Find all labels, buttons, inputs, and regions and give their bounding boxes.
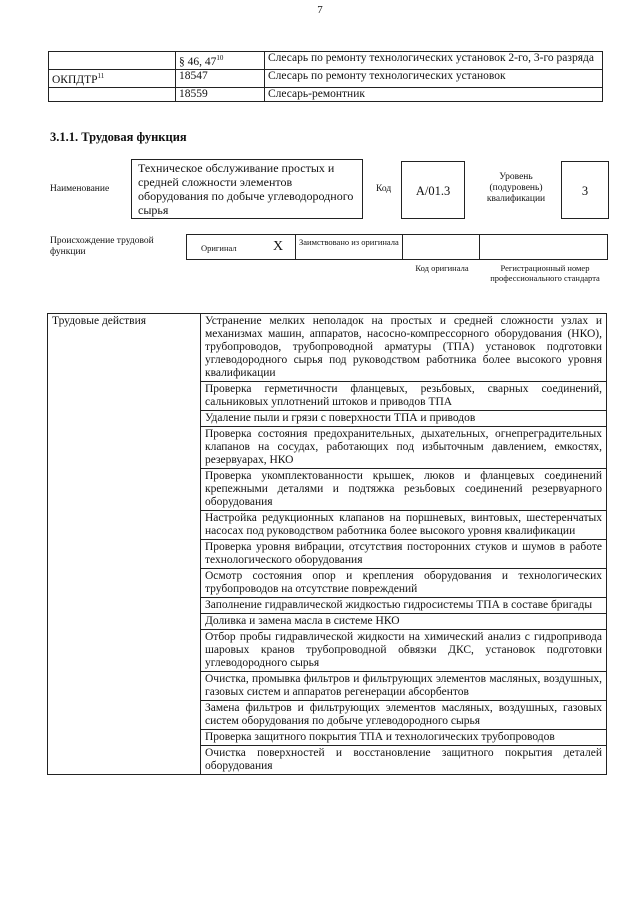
table-row xyxy=(48,314,607,382)
code-label: Код xyxy=(376,184,392,194)
function-code-box: А/01.3 xyxy=(401,161,465,219)
code-original-caption: Код оригинала xyxy=(415,263,469,273)
divider xyxy=(295,234,296,260)
table-row xyxy=(49,69,603,87)
action-item: Заполнение гидравлической жидкостью гидросистемы ТПА в составе бригады xyxy=(201,598,607,614)
name-label: Наименование xyxy=(50,184,110,194)
level-label: Уровень (подуровень) квалификации xyxy=(486,172,546,204)
number-cell: § 46, $47^{10}$ xyxy=(176,52,265,70)
regnum-caption: Регистрационный номер профессионального стандарта xyxy=(490,263,600,283)
action-item: Очистка поверхностей и восстановление защитного покрытия деталей оборудования xyxy=(201,746,607,775)
function-name-box: Техническое обслуживание простых и средней сложности элементов оборудования по добыче углеводородного сырья xyxy=(131,159,363,219)
original-label: Оригинал xyxy=(201,243,237,253)
origin-box xyxy=(186,234,608,260)
action-item: Замена фильтров и фильтрующих элементов масляных, воздушных, газовых систем оборудования по добыче углеводородного сырья xyxy=(201,701,607,730)
action-item: Проверка укомплектованности крышек, люков и фланцевых соединений крепежными деталями и подтяжка резьбовых соединений резервуарного оборудования xyxy=(201,469,607,511)
table-row xyxy=(49,52,603,70)
code-cell xyxy=(49,87,176,101)
number-cell: 18547 xyxy=(176,69,265,87)
table-row xyxy=(49,87,603,101)
name-cell: Слесарь по ремонту технологических установок 2-го, 3-го разряда xyxy=(265,52,603,70)
divider xyxy=(479,234,480,260)
original-mark: X xyxy=(273,239,284,254)
action-item: Проверка уровня вибрации, отсутствия посторонних стуков и шумов в работе технологического оборудования xyxy=(201,540,607,569)
action-item: Доливка и замена масла в системе НКО xyxy=(201,614,607,630)
number-cell: 18559 xyxy=(176,87,265,101)
action-item: Проверка состояния предохранительных, дыхательных, огнепреградительных клапанов на сосудах, работающих под избыточным давлением, емкостях, резервуарах, НКО xyxy=(201,427,607,469)
name-cell: Слесарь-ремонтник xyxy=(265,87,603,101)
action-item: Проверка герметичности фланцевых, резьбовых, сварных соединений, сальниковых уплотнений штоков и приводов ТПА xyxy=(201,382,607,411)
occupation-codes-table xyxy=(48,51,603,102)
page-number: 7 xyxy=(317,4,323,16)
labour-actions-table xyxy=(47,313,607,775)
name-cell: Слесарь по ремонту технологических установок xyxy=(265,69,603,87)
action-item: Удаление пыли и грязи с поверхности ТПА и приводов xyxy=(201,411,607,427)
code-cell: ОКПДТР$^{11}$ xyxy=(49,69,176,87)
action-item: Очистка, промывка фильтров и фильтрующих элементов масляных, воздушных, газовых систем и аппаратов регенерации абсорбентов xyxy=(201,672,607,701)
action-item: Отбор пробы гидравлической жидкости на химический анализ с гидропривода шаровых кранов трубопроводной обвязки ДКС, установок подготовки углеводородного сырья xyxy=(201,630,607,672)
level-value-box: 3 xyxy=(561,161,609,219)
action-item: Проверка защитного покрытия ТПА и технологических трубопроводов xyxy=(201,730,607,746)
actions-label: Трудовые действия xyxy=(48,314,201,775)
action-item: Настройка редукционных клапанов на поршневых, винтовых, шестеренчатых насосах под руководством работника более высокого уровня квалификации xyxy=(201,511,607,540)
divider xyxy=(402,234,403,260)
action-item: Устранение мелких неполадок на простых и средней сложности узлах и механизмах машин, аппаратов, насосно-компрессорного оборудования (НКО), трубопроводов, трубопроводной арматуры (ТПА) установок подготовки углеводородного сырья под руководством работника более высокого уровня квалификации xyxy=(201,314,607,382)
action-item: Осмотр состояния опор и крепления оборудования и технологических трубопроводов на отсутствие повреждений xyxy=(201,569,607,598)
code-cell xyxy=(49,52,176,70)
section-heading: 3.1.1. Трудовая функция xyxy=(50,130,187,144)
borrowed-label: Заимствовано из оригинала xyxy=(299,237,399,247)
origin-label: Происхождение трудовой функции xyxy=(50,236,154,257)
